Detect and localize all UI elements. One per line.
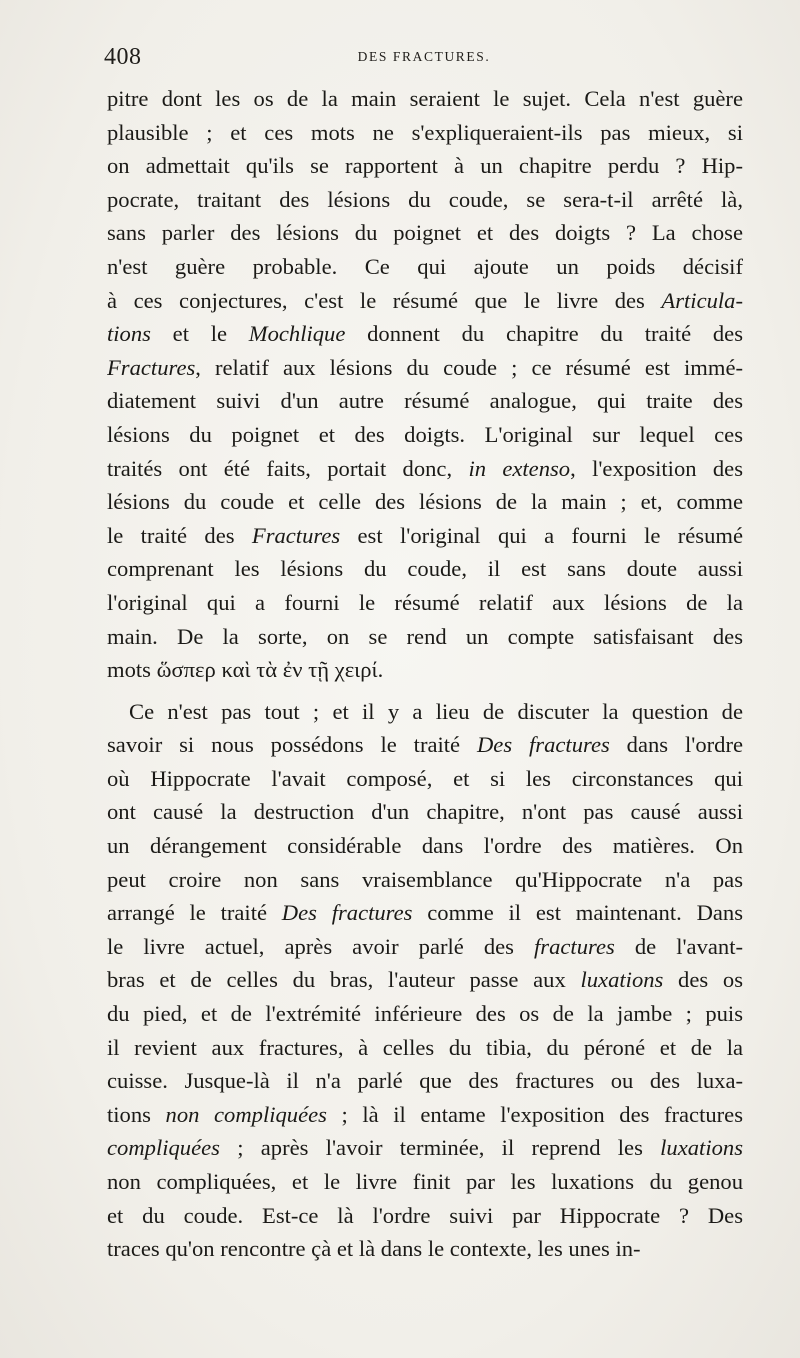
- italic-run: Fractures: [107, 354, 196, 380]
- italic-run: non compliquées: [165, 1101, 327, 1127]
- text-run: arrangé le traité: [107, 900, 282, 926]
- text-run: on admettait qu'ils se rapportent à un chapitre perdu ? Hip-: [107, 153, 743, 179]
- text-run: donnent du chapitre du traité des: [345, 321, 743, 347]
- italic-run: luxations: [660, 1135, 743, 1161]
- text-line: [107, 1232, 743, 1266]
- text-run: de l'avant-: [614, 933, 743, 959]
- text-run: comprenant les lésions du coude, il est sans doute aussi: [107, 556, 743, 582]
- text-line: [107, 1031, 743, 1065]
- italic-run: fractures: [534, 933, 615, 959]
- text-run: où Hippocrate l'avait composé, et si les circonstances qui: [107, 765, 743, 791]
- italic-run: in extenso: [468, 455, 571, 481]
- text-line: [107, 963, 743, 997]
- text-run: plausible ; et ces mots ne s'expliqueraient-ils pas mieux, si: [107, 119, 743, 145]
- text-line: [107, 351, 743, 385]
- text-line: [107, 930, 743, 964]
- italic-run: compliquées: [107, 1135, 220, 1161]
- text-line: [107, 795, 743, 829]
- text-run: savoir si nous possédons le traité: [107, 732, 477, 758]
- text-line: [107, 216, 743, 250]
- text-run: pocrate, traitant des lésions du coude, se sera-t-il arrêté là,: [107, 186, 743, 212]
- text-run: un dérangement considérable dans l'ordre des matières. On: [107, 833, 743, 859]
- text-line: [107, 1165, 743, 1199]
- text-line: [107, 519, 743, 553]
- text-run: non compliquées, et le livre finit par les luxations du genou: [107, 1169, 743, 1194]
- text-line: [107, 183, 743, 217]
- text-run: tions: [107, 1101, 166, 1127]
- text-run: à ces conjectures, c'est le résumé que le livre des: [107, 287, 662, 313]
- text-line: [107, 452, 743, 486]
- text-run: main. De la sorte, on se rend un compte satisfaisant des: [107, 623, 743, 649]
- text-run: lésions du coude et celle des lésions de la main ; et, comme: [107, 489, 743, 515]
- text-line: [107, 695, 743, 729]
- text-run: le livre actuel, après avoir parlé des: [107, 933, 535, 959]
- italic-run: Mochlique: [248, 321, 346, 347]
- text-line: [107, 863, 743, 897]
- text-run: des os: [663, 967, 743, 993]
- text-run: ont causé la destruction d'un chapitre, n'ont pas causé aussi: [107, 799, 743, 825]
- text-line: [107, 317, 743, 351]
- text-line: [107, 586, 743, 620]
- text-run: , l'exposition des: [570, 455, 743, 481]
- text-line: [107, 149, 743, 183]
- text-run: mots ὥσπερ καὶ τὰ ἐν τῇ χειρί.: [107, 657, 384, 683]
- italic-run: tions: [107, 321, 151, 347]
- text-line: [107, 896, 743, 930]
- italic-run: Articula-: [661, 287, 743, 313]
- text-line: [107, 485, 743, 519]
- text-run: n'est guère probable. Ce qui ajoute un poids décisif: [107, 253, 743, 279]
- text-run: comme il est maintenant. Dans: [412, 900, 743, 926]
- text-run: dans l'ordre: [609, 732, 743, 758]
- text-run: du pied, et de l'extrémité inférieure des os de la jambe ; puis: [107, 1001, 743, 1027]
- text-run: lésions du poignet et des doigts. L'original sur lequel ces: [107, 421, 743, 447]
- text-line: [107, 1064, 743, 1098]
- page-header: [104, 44, 744, 76]
- text-run: pitre dont les os de la main seraient le sujet. Cela n'est guère: [107, 86, 743, 111]
- italic-run: luxations: [580, 967, 664, 993]
- paragraph: [107, 82, 743, 687]
- text-line: [107, 762, 743, 796]
- text-run: et le: [150, 321, 249, 347]
- text-run: traces qu'on rencontre çà et là dans le contexte, les unes in-: [107, 1236, 641, 1262]
- text-run: sans parler des lésions du poignet et des doigts ? La chose: [107, 220, 743, 246]
- running-head: DES FRACTURES.: [357, 49, 491, 64]
- text-run: , relatif aux lésions du coude ; ce résumé est immé-: [195, 354, 743, 380]
- text-line: [107, 1131, 743, 1165]
- page-number: 408: [104, 44, 142, 70]
- text-run: le traité des: [107, 522, 252, 548]
- text-run: peut croire non sans vraisemblance qu'Hippocrate n'a pas: [107, 866, 743, 892]
- text-run: l'original qui a fourni le résumé relatif aux lésions de la: [107, 589, 743, 615]
- text-run: il revient aux fractures, à celles du tibia, du péroné et de la: [107, 1034, 743, 1060]
- paragraph-gap: [107, 687, 743, 695]
- text-line: [107, 620, 743, 654]
- text-run: cuisse. Jusque-là il n'a parlé que des fractures ou des luxa-: [107, 1068, 743, 1094]
- text-run: bras et de celles du bras, l'auteur passe aux: [107, 967, 581, 993]
- text-run: est l'original qui a fourni le résumé: [340, 522, 743, 548]
- body-text: [107, 82, 743, 1266]
- italic-run: Des fractures: [281, 900, 413, 926]
- text-line: [107, 1199, 743, 1233]
- text-run: ; après l'avoir terminée, il reprend les: [219, 1135, 661, 1161]
- text-line: [107, 552, 743, 586]
- text-line: [107, 728, 743, 762]
- text-run: ; là il entame l'exposition des fractures: [326, 1101, 743, 1127]
- text-run: traités ont été faits, portait donc,: [107, 455, 469, 481]
- text-run: Ce n'est pas tout ; et il y a lieu de discuter la question de: [129, 698, 743, 724]
- text-line: [107, 829, 743, 863]
- text-run: diatement suivi d'un autre résumé analogue, qui traite des: [107, 388, 743, 414]
- text-line: [107, 997, 743, 1031]
- italic-run: Fractures: [251, 522, 341, 548]
- text-run: et du coude. Est-ce là l'ordre suivi par Hippocrate ? Des: [107, 1202, 743, 1228]
- text-line: [107, 82, 743, 116]
- text-line: [107, 1098, 743, 1132]
- text-line: [107, 250, 743, 284]
- paragraph: [107, 695, 743, 1266]
- text-line: [107, 116, 743, 150]
- text-line: [107, 284, 743, 318]
- text-line: [107, 418, 743, 452]
- italic-run: Des fractures: [476, 732, 610, 758]
- text-line: [107, 384, 743, 418]
- text-line: [107, 653, 743, 687]
